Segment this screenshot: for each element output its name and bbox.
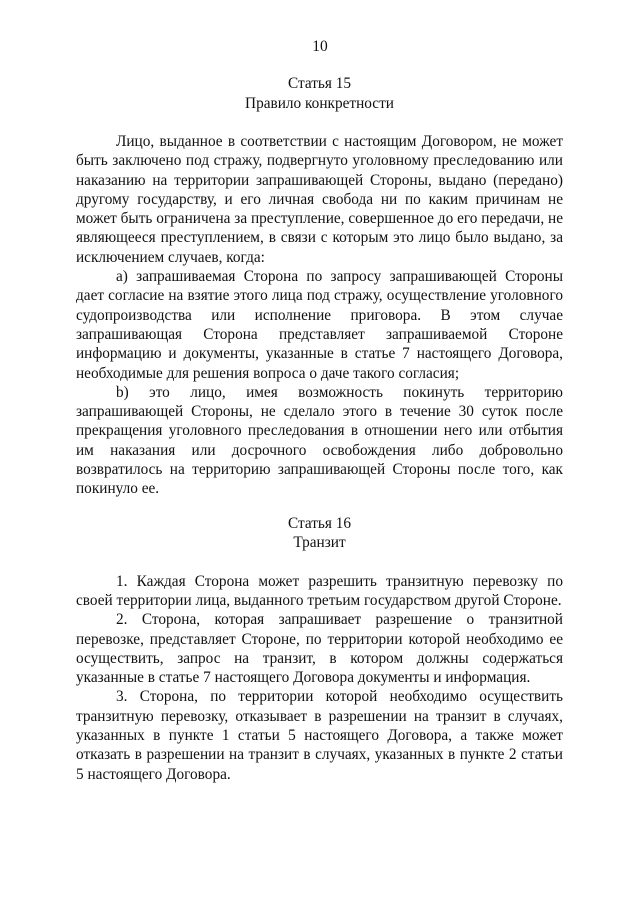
article-title: Транзит [293,534,346,552]
article-paragraph: 1. Каждая Сторона может разрешить транзитную перевозку по своей территории лица, выданного третьим государством другой Стороне. [76,572,563,609]
article-number: Статья 15 [287,75,352,92]
document-body [76,74,563,784]
article-paragraph: b) это лицо, имея возможность покинуть территорию запрашивающей Стороны, не сделало этого в течение 30 суток после прекращения уголовного преследования в отношении него или отбытия им наказания или досрочного освобождения либо добровольно возвратилось на территорию запрашивающей Стороны после того, как покинуло ее. [76,383,563,498]
article-15 [76,74,563,499]
article-title: Правило конкретности [245,94,394,112]
article-paragraph: Лицо, выданное в соответствии с настоящим Договором, не может быть заключено под стражу, подвергнуто уголовному преследованию или наказанию на территории запрашивающей Стороны, выдано (передано) другому государству, и его личная свобода ни по каким причинам не может быть ограничена за преступление, совершенное до его передачи, не являющееся преступлением, в связи с которым это лицо было выдано, за исключением случаев, когда: [76,133,563,266]
article-paragraph: a) запрашиваемая Сторона по запросу запрашивающей Стороны дает согласие на взятие этого лица под стражу, осуществление уголовного судопроизводства или исполнение приговора. В этом случае запрашивающая Сторона представляет запрашиваемой Стороне информацию и документы, указанные в статье 7 настоящего Договора, необходимые для решения вопроса о даче такого согласия; [76,268,563,382]
article-number: Статья 16 [287,514,352,532]
article-paragraph: 2. Сторона, которая запрашивает разрешение о транзитной перевозке, представляет Стороне, по территории которой необходимо ее осуществить, запрос на транзит, в котором должны содержаться указанные в статье 7 настоящего Договора документы и информация. [76,611,563,687]
article-16 [76,514,563,784]
article-paragraph: 3. Сторона, по территории которой необходимо осуществить транзитную перевозку, отказывает в разрешении на транзит в случаях, указанных в пункте 1 статьи 5 настоящего Договора, а также может отказать в разрешении на транзит в случаях, указанных в пункте 2 статьи 5 настоящего Договора. [76,688,563,783]
page-number: 10 [312,38,328,55]
